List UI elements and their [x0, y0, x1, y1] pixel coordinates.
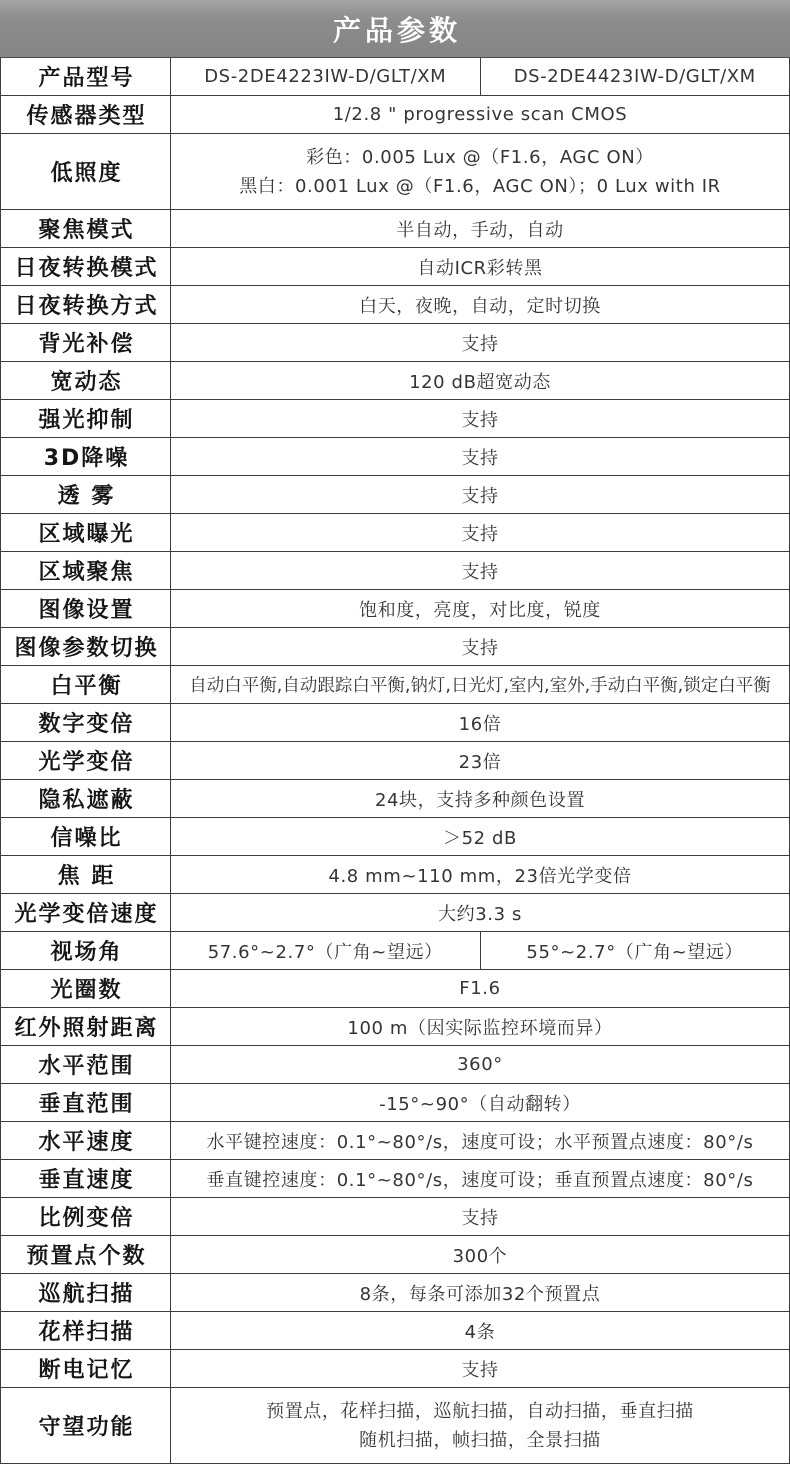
row-zoom-speed	[0, 894, 790, 932]
label-image-settings: 图像设置	[1, 590, 171, 627]
value-park-action-line-1: 预置点，花样扫描，巡航扫描，自动扫描，垂直扫描	[266, 1400, 694, 1422]
value-field-of-view-1: 57.6°~2.7°（广角~望远）	[207, 941, 443, 963]
label-proportional-zoom: 比例变倍	[1, 1198, 171, 1235]
row-3d-noise-reduction	[0, 438, 790, 476]
label-aperture: 光圈数	[1, 970, 171, 1007]
label-image-param-switch: 图像参数切换	[1, 628, 171, 665]
label-focus-mode: 聚焦模式	[1, 210, 171, 247]
value-region-focus: 支持	[461, 561, 499, 583]
row-pattern-scan	[0, 1312, 790, 1350]
row-snr	[0, 818, 790, 856]
row-day-night-switch	[0, 286, 790, 324]
value-day-night-mode: 自动ICR彩转黑	[417, 257, 543, 279]
row-wide-dynamic-range	[0, 362, 790, 400]
label-backlight-compensation: 背光补偿	[1, 324, 171, 361]
label-day-night-switch: 日夜转换方式	[1, 286, 171, 323]
row-pan-range	[0, 1046, 790, 1084]
value-digital-zoom: 16倍	[458, 713, 502, 735]
label-digital-zoom: 数字变倍	[1, 704, 171, 741]
row-field-of-view	[0, 932, 790, 970]
label-min-illumination: 低照度	[1, 134, 171, 209]
value-product-model	[171, 58, 789, 95]
row-sensor-type	[0, 96, 790, 134]
label-focal-length: 焦 距	[1, 856, 171, 893]
value-pan-speed: 水平键控速度：0.1°~80°/s，速度可设；水平预置点速度：80°/s	[206, 1131, 754, 1153]
label-white-balance: 白平衡	[1, 666, 171, 703]
label-pan-speed: 水平速度	[1, 1122, 171, 1159]
value-tilt-speed: 垂直键控速度：0.1°~80°/s，速度可设；垂直预置点速度：80°/s	[206, 1169, 754, 1191]
row-preset-count	[0, 1236, 790, 1274]
value-image-param-switch: 支持	[461, 637, 499, 659]
label-day-night-mode: 日夜转换模式	[1, 248, 171, 285]
label-power-off-memory: 断电记忆	[1, 1350, 171, 1387]
value-aperture: F1.6	[459, 978, 501, 999]
label-park-action: 守望功能	[1, 1388, 171, 1463]
value-product-model-2: DS-2DE4423IW-D/GLT/XM	[480, 58, 790, 95]
value-tilt-range: -15°~90°（自动翻转）	[379, 1093, 581, 1115]
label-snr: 信噪比	[1, 818, 171, 855]
value-ir-distance: 100 m（因实际监控环境而异）	[347, 1017, 613, 1039]
label-tilt-speed: 垂直速度	[1, 1160, 171, 1197]
value-sensor-type: 1/2.8 " progressive scan CMOS	[332, 104, 628, 125]
row-pan-speed	[0, 1122, 790, 1160]
value-defog: 支持	[461, 485, 499, 507]
label-ir-distance: 红外照射距离	[1, 1008, 171, 1045]
row-image-param-switch	[0, 628, 790, 666]
value-field-of-view-2: 55°~2.7°（广角~望远）	[480, 932, 790, 969]
row-optical-zoom	[0, 742, 790, 780]
label-product-model: 产品型号	[1, 58, 171, 95]
row-tilt-range	[0, 1084, 790, 1122]
row-park-action	[0, 1388, 790, 1464]
row-defog	[0, 476, 790, 514]
row-image-settings	[0, 590, 790, 628]
value-day-night-switch: 白天，夜晚，自动，定时切换	[359, 295, 601, 317]
row-patrol-scan	[0, 1274, 790, 1312]
label-defog: 透 雾	[1, 476, 171, 513]
value-optical-zoom: 23倍	[458, 751, 502, 773]
row-product-model	[0, 58, 790, 96]
label-optical-zoom: 光学变倍	[1, 742, 171, 779]
row-focus-mode	[0, 210, 790, 248]
value-snr: ＞52 dB	[442, 827, 517, 849]
row-privacy-mask	[0, 780, 790, 818]
value-proportional-zoom: 支持	[461, 1207, 499, 1229]
label-wide-dynamic-range: 宽动态	[1, 362, 171, 399]
value-park-action	[171, 1388, 789, 1463]
label-preset-count: 预置点个数	[1, 1236, 171, 1273]
row-backlight-compensation	[0, 324, 790, 362]
label-sensor-type: 传感器类型	[1, 96, 171, 133]
row-digital-zoom	[0, 704, 790, 742]
label-patrol-scan: 巡航扫描	[1, 1274, 171, 1311]
value-privacy-mask: 24块，支持多种颜色设置	[374, 789, 586, 811]
value-min-illumination	[171, 134, 789, 209]
value-power-off-memory: 支持	[461, 1359, 499, 1381]
value-wide-dynamic-range: 120 dB超宽动态	[409, 371, 551, 393]
value-patrol-scan: 8条，每条可添加32个预置点	[359, 1283, 601, 1305]
value-highlight-suppression: 支持	[461, 409, 499, 431]
value-focal-length: 4.8 mm~110 mm，23倍光学变倍	[328, 865, 632, 887]
value-image-settings: 饱和度，亮度，对比度，锐度	[359, 599, 601, 621]
row-min-illumination	[0, 134, 790, 210]
label-region-exposure: 区域曝光	[1, 514, 171, 551]
row-highlight-suppression	[0, 400, 790, 438]
value-focus-mode: 半自动，手动，自动	[396, 219, 564, 241]
row-power-off-memory	[0, 1350, 790, 1388]
value-preset-count: 300个	[452, 1245, 508, 1267]
value-3d-noise-reduction: 支持	[461, 447, 499, 469]
value-pattern-scan: 4条	[464, 1321, 496, 1343]
value-min-illumination-bw: 黑白：0.001 Lux @（F1.6，AGC ON）；0 Lux with IR	[239, 175, 721, 197]
row-region-focus	[0, 552, 790, 590]
value-white-balance: 自动白平衡,自动跟踪白平衡,钠灯,日光灯,室内,室外,手动白平衡,锁定白平衡	[189, 676, 771, 696]
row-focal-length	[0, 856, 790, 894]
row-tilt-speed	[0, 1160, 790, 1198]
row-day-night-mode	[0, 248, 790, 286]
label-3d-noise-reduction: 3D降噪	[1, 438, 171, 475]
row-aperture	[0, 970, 790, 1008]
value-backlight-compensation: 支持	[461, 333, 499, 355]
label-region-focus: 区域聚焦	[1, 552, 171, 589]
label-field-of-view: 视场角	[1, 932, 171, 969]
value-field-of-view	[171, 932, 789, 969]
value-min-illumination-color: 彩色：0.005 Lux @（F1.6，AGC ON）	[306, 146, 654, 168]
row-region-exposure	[0, 514, 790, 552]
value-park-action-line-2: 随机扫描，帧扫描，全景扫描	[359, 1429, 601, 1451]
row-proportional-zoom	[0, 1198, 790, 1236]
label-pattern-scan: 花样扫描	[1, 1312, 171, 1349]
label-tilt-range: 垂直范围	[1, 1084, 171, 1121]
label-highlight-suppression: 强光抑制	[1, 400, 171, 437]
row-ir-distance	[0, 1008, 790, 1046]
page-title: 产品参数	[0, 0, 790, 58]
label-zoom-speed: 光学变倍速度	[1, 894, 171, 931]
value-zoom-speed: 大约3.3 s	[438, 903, 522, 925]
label-privacy-mask: 隐私遮蔽	[1, 780, 171, 817]
value-product-model-1: DS-2DE4223IW-D/GLT/XM	[204, 66, 447, 87]
label-pan-range: 水平范围	[1, 1046, 171, 1083]
value-region-exposure: 支持	[461, 523, 499, 545]
value-pan-range: 360°	[457, 1054, 503, 1075]
row-white-balance	[0, 666, 790, 704]
